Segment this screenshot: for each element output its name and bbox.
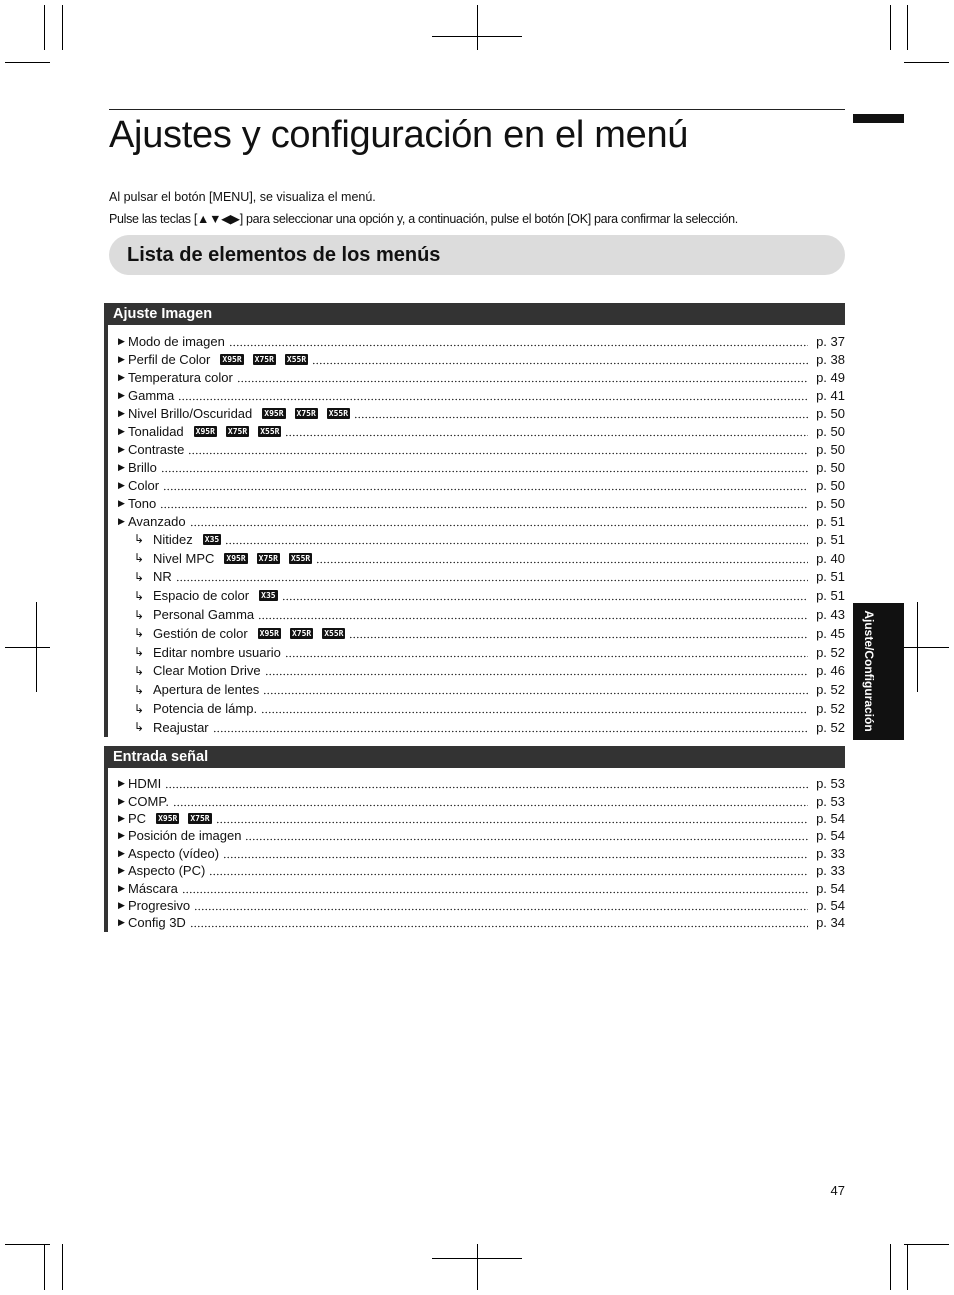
sub-arrow-icon: ↳ [134, 682, 145, 697]
page-title: Ajustes y configuración en el menú [109, 114, 689, 156]
menu-item-label: Gestión de color [153, 625, 248, 641]
menu-item [118, 512, 845, 530]
crop-mark [904, 647, 949, 648]
dot-leader [194, 899, 808, 912]
dot-leader [285, 646, 808, 659]
model-badge: X55R [290, 553, 311, 563]
model-badge: X95R [158, 813, 178, 823]
menu-item-label: Gamma [128, 387, 175, 403]
crop-mark [44, 5, 45, 50]
page-reference: p. 51 [816, 531, 845, 547]
triangle-right-icon: ▶ [118, 371, 125, 382]
menu-item [118, 368, 845, 386]
triangle-right-icon: ▶ [118, 479, 125, 490]
page-reference: p. 38 [816, 351, 845, 367]
menu-item-label: Tono [128, 495, 157, 511]
dot-leader [354, 407, 808, 420]
page-reference: p. 54 [816, 828, 845, 844]
triangle-right-icon: ▶ [118, 461, 125, 472]
page-number: 47 [830, 1183, 845, 1198]
menu-item-label: Espacio de color [153, 588, 250, 604]
menu-item [118, 494, 845, 512]
menu-subitem [118, 718, 845, 737]
triangle-right-icon: ▶ [118, 353, 125, 364]
dot-leader [237, 371, 808, 384]
menu-item [118, 386, 845, 404]
model-badge: X35 [261, 591, 276, 601]
model-badge: X95R [226, 553, 246, 563]
menu-item-label: Máscara [128, 880, 178, 896]
page-reference: p. 46 [816, 663, 845, 679]
dot-leader [258, 608, 808, 621]
model-badge: X55R [260, 426, 280, 436]
menu-item-label: Nivel MPC [153, 550, 215, 566]
dot-leader [190, 916, 808, 929]
dot-leader [265, 664, 808, 677]
menu-item [118, 350, 845, 368]
page-reference: p. 40 [816, 550, 845, 566]
dot-leader [225, 533, 808, 546]
menu-item-label: Potencia de lámp. [153, 701, 258, 717]
menu-block-entrada-senal [104, 746, 845, 932]
menu-subitem [118, 643, 845, 662]
menu-item [118, 458, 845, 476]
sub-arrow-icon: ↳ [134, 720, 145, 735]
menu-item-label: Aspecto (vídeo) [128, 845, 220, 861]
menu-item-label: Editar nombre usuario [153, 644, 281, 660]
page-reference: p. 50 [816, 459, 845, 475]
page-reference: p. 50 [816, 423, 845, 439]
sub-arrow-icon: ↳ [134, 701, 145, 716]
menu-item-label: Avanzado [128, 513, 186, 529]
dot-leader [216, 812, 808, 825]
model-badge: X55R [286, 354, 307, 364]
model-badge: X55R [328, 408, 349, 418]
sub-arrow-icon: ↳ [134, 626, 145, 641]
dot-leader [173, 795, 808, 808]
menu-subitem [118, 586, 845, 605]
crop-mark [62, 5, 63, 50]
model-badge: X55R [324, 628, 344, 638]
model-badge: X75R [254, 354, 274, 364]
dot-leader [182, 882, 808, 895]
triangle-right-icon: ▶ [118, 795, 125, 806]
triangle-right-icon: ▶ [118, 812, 125, 823]
menu-item-label: Clear Motion Drive [153, 663, 261, 679]
crop-mark [5, 62, 50, 63]
menu-item-label: NR [153, 569, 172, 585]
page-reference: p. 34 [816, 915, 845, 931]
menu-item-label: Brillo [128, 459, 157, 475]
menu-item [118, 862, 845, 879]
menu-block-heading: Ajuste Imagen [104, 303, 845, 325]
page-reference: p. 52 [816, 719, 845, 735]
menu-item [118, 879, 845, 896]
page-reference: p. 52 [816, 644, 845, 660]
model-badge: X75R [258, 553, 278, 563]
page-reference: p. 33 [816, 863, 845, 879]
model-badge: X75R [296, 408, 316, 418]
crop-mark [36, 602, 37, 692]
menu-item-label: Posición de imagen [128, 828, 242, 844]
dot-leader [176, 570, 808, 583]
dot-leader [165, 777, 808, 790]
menu-subitem [118, 662, 845, 681]
triangle-right-icon: ▶ [118, 830, 125, 841]
menu-item [118, 404, 845, 422]
sub-arrow-icon: ↳ [134, 532, 145, 547]
page-reference: p. 43 [816, 607, 845, 623]
page-reference: p. 37 [816, 333, 845, 349]
dot-leader [178, 389, 808, 402]
menu-subitem [118, 549, 845, 568]
menu-item [118, 845, 845, 862]
menu-item-label: Reajustar [153, 719, 209, 735]
page-reference: p. 50 [816, 477, 845, 493]
menu-block-ajuste-imagen [104, 303, 845, 737]
page-reference: p. 52 [816, 701, 845, 717]
page-reference: p. 51 [816, 569, 845, 585]
model-badge: X75R [227, 426, 248, 436]
menu-subitem [118, 680, 845, 699]
chapter-side-tab [853, 603, 904, 740]
page-reference: p. 49 [816, 369, 845, 385]
menu-item [118, 422, 845, 440]
intro-line: Pulse las teclas [▲▼◀▶] para seleccionar una opción y, a continuación, pulse el botón [OK] para confirmar la selección. [109, 212, 738, 226]
menu-item-label: Progresivo [128, 897, 191, 913]
triangle-right-icon: ▶ [118, 865, 125, 876]
triangle-right-icon: ▶ [118, 335, 125, 346]
dot-leader [282, 589, 808, 602]
menu-item [118, 775, 845, 792]
intro-text [109, 186, 849, 230]
menu-item-label: Temperatura color [128, 369, 233, 385]
triangle-right-icon: ▶ [118, 389, 125, 400]
crop-mark [890, 1244, 891, 1290]
crop-mark [890, 5, 891, 50]
sub-arrow-icon: ↳ [134, 588, 145, 603]
triangle-right-icon: ▶ [118, 515, 125, 526]
triangle-right-icon: ▶ [118, 497, 125, 508]
crop-mark [907, 5, 908, 50]
page-reference: p. 52 [816, 682, 845, 698]
dot-leader [316, 552, 808, 565]
sub-arrow-icon: ↳ [134, 551, 145, 566]
crop-mark [477, 5, 478, 50]
triangle-right-icon: ▶ [118, 443, 125, 454]
menu-item-label: Personal Gamma [153, 607, 255, 623]
sub-arrow-icon: ↳ [134, 663, 145, 678]
crop-mark [907, 1244, 908, 1290]
model-badge: X35 [204, 534, 220, 544]
page-reference: p. 45 [816, 625, 845, 641]
chapter-bar [853, 114, 904, 123]
menu-item-label: Nitidez [153, 531, 193, 547]
page-reference: p. 41 [816, 387, 845, 403]
menu-subitem [118, 530, 845, 549]
model-badge: X95R [222, 354, 242, 364]
menu-item-label: HDMI [128, 776, 162, 792]
menu-item [118, 476, 845, 494]
menu-subitem [118, 699, 845, 718]
page-reference: p. 50 [816, 495, 845, 511]
menu-block-items [104, 325, 845, 737]
section-heading-pill [109, 235, 845, 275]
crop-mark [44, 1244, 45, 1290]
menu-item-label: COMP. [128, 793, 169, 809]
menu-subitem [118, 605, 845, 624]
crop-mark [62, 1244, 63, 1290]
menu-subitem [118, 624, 845, 643]
dot-leader [160, 497, 808, 510]
page-reference: p. 54 [816, 897, 845, 913]
dot-leader [349, 627, 808, 640]
dot-leader [285, 425, 808, 438]
crop-mark [904, 1244, 949, 1245]
menu-item-label: Color [128, 477, 160, 493]
crop-mark [5, 647, 50, 648]
triangle-right-icon: ▶ [118, 407, 125, 418]
menu-item-label: Perfil de Color [128, 351, 211, 367]
menu-item-label: Tonalidad [128, 423, 184, 439]
menu-item [118, 897, 845, 914]
page-reference: p. 51 [816, 588, 845, 604]
menu-item-label: Apertura de lentes [153, 682, 260, 698]
crop-mark [477, 1244, 478, 1290]
section-heading: Lista de elementos de los menús [127, 244, 441, 266]
crop-mark [904, 62, 949, 63]
page-reference: p. 53 [816, 776, 845, 792]
triangle-right-icon: ▶ [118, 917, 125, 928]
page-reference: p. 53 [816, 793, 845, 809]
model-badge: X95R [259, 628, 279, 638]
model-badge: X95R [264, 408, 284, 418]
page-reference: p. 54 [816, 810, 845, 826]
dot-leader [245, 829, 808, 842]
menu-block-items [104, 768, 845, 932]
page-reference: p. 50 [816, 405, 845, 421]
menu-item [118, 440, 845, 458]
menu-block-heading: Entrada señal [104, 746, 845, 768]
dot-leader [163, 479, 808, 492]
dot-leader [261, 702, 808, 715]
dot-leader [161, 461, 808, 474]
dot-leader [190, 515, 808, 528]
dot-leader [209, 864, 808, 877]
triangle-right-icon: ▶ [118, 899, 125, 910]
page-reference: p. 33 [816, 845, 845, 861]
triangle-right-icon: ▶ [118, 847, 125, 858]
page-reference: p. 54 [816, 880, 845, 896]
dot-leader [213, 721, 808, 734]
dot-leader [188, 443, 808, 456]
menu-item-label: Contraste [128, 441, 185, 457]
menu-item-label: Nivel Brillo/Oscuridad [128, 405, 253, 421]
sub-arrow-icon: ↳ [134, 607, 145, 622]
menu-item [118, 810, 845, 827]
intro-line: Al pulsar el botón [MENU], se visualiza el menú. [109, 190, 376, 204]
menu-item [118, 914, 845, 931]
menu-item-label: Config 3D [128, 915, 186, 931]
menu-item-label: Aspecto (PC) [128, 863, 206, 879]
triangle-right-icon: ▶ [118, 425, 125, 436]
menu-item-label: PC [128, 810, 147, 826]
model-badge: X75R [190, 813, 210, 823]
menu-item [118, 792, 845, 809]
title-rule [109, 109, 845, 110]
sub-arrow-icon: ↳ [134, 569, 145, 584]
dot-leader [312, 353, 808, 366]
page-reference: p. 51 [816, 513, 845, 529]
crop-mark [917, 602, 918, 692]
dot-leader [263, 683, 808, 696]
page-reference: p. 50 [816, 441, 845, 457]
sub-arrow-icon: ↳ [134, 645, 145, 660]
dot-leader [229, 335, 808, 348]
menu-subitem [118, 568, 845, 587]
triangle-right-icon: ▶ [118, 778, 125, 789]
model-badge: X95R [195, 426, 215, 436]
triangle-right-icon: ▶ [118, 882, 125, 893]
menu-item [118, 332, 845, 350]
dot-leader [223, 847, 808, 860]
menu-item [118, 827, 845, 844]
chapter-side-tab-label: Ajuste/Configuración [862, 610, 876, 732]
model-badge: X75R [291, 628, 312, 638]
menu-item-label: Modo de imagen [128, 333, 225, 349]
